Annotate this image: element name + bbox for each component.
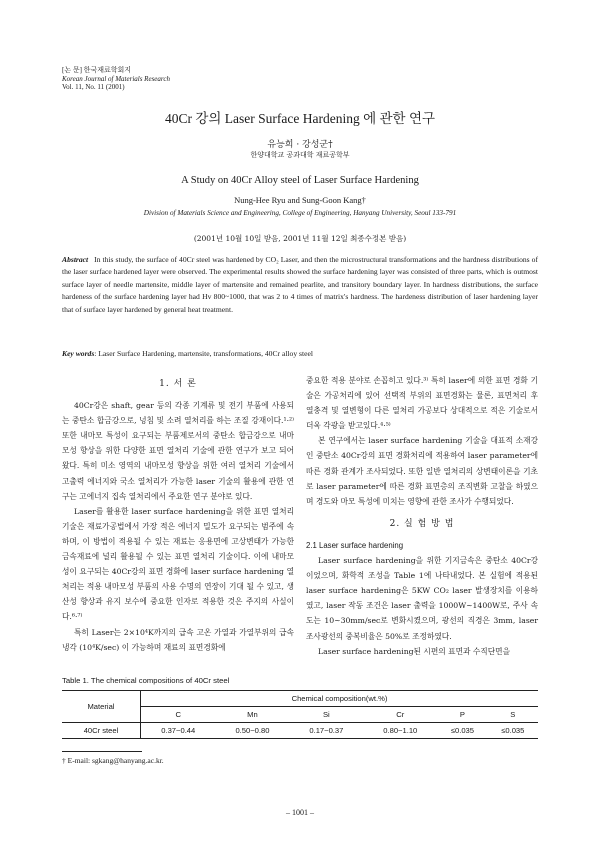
keywords — [62, 349, 538, 358]
value-cell: ≤0.035 — [488, 723, 538, 739]
journal-header — [62, 66, 170, 92]
composition-table — [62, 690, 538, 739]
value-cell: ≤0.035 — [437, 723, 487, 739]
journal-line-2: Korean Journal of Materials Research — [62, 74, 170, 83]
paragraph: Laser를 활용한 laser surface hardening을 위한 표면 열처리 기술은 재료가공법에서 가장 적은 에너지 밀도가 요구되는 범주에 속하며, 이 방법이 적용될 수 있는 재료는 응용면에 고상변태가 가능한 금속재료에 널리 활용될 수 있는 표면 열처리 기술이다. 이에 내마모성이 요구되는 40Cr강의 표면 경화에 laser surface hardening 열처리는 적용 내마모성 부품의 사용 수명의 연장이 기대 될 수 있고, 생산성 향상과 유지 보수에 중요한 인자로 적용한 것은 주지의 사실이다.⁶·⁷⁾ — [62, 506, 294, 622]
footnote-divider — [62, 751, 142, 752]
left-column — [62, 373, 294, 655]
authors-english: Nung-Hee Ryu and Sung-Goon Kang† — [234, 195, 366, 205]
table-row — [62, 723, 538, 739]
element-header: P — [459, 710, 465, 719]
page-number: – 1001 – — [286, 808, 314, 817]
keywords-text: : Laser Surface Hardening, martensite, transformations, 40Cr alloy steel — [94, 349, 313, 358]
title-korean: 40Cr 강의 Laser Surface Hardening 에 관한 연구 — [164, 111, 436, 126]
footnote: † E-mail: sgkang@hanyang.ac.kr. — [62, 756, 164, 765]
title-english: A Study on 40Cr Alloy steel of Laser Surface Hardening — [181, 175, 419, 186]
affiliation-english: Division of Materials Science and Engineering, College of Engineering, Hanyang University, Seoul 133-791 — [143, 209, 457, 217]
value-cell: 0.17~0.37 — [289, 723, 363, 739]
element-header: S — [510, 710, 516, 719]
composition-header: Chemical composition(wt.%) — [141, 691, 539, 707]
section-2-title: 2. 실 험 방 법 — [389, 518, 455, 529]
value-cell: 0.50~0.80 — [216, 723, 290, 739]
value-cell: 0.37~0.44 — [141, 723, 216, 739]
element-header: Mn — [247, 710, 258, 719]
abstract — [62, 254, 538, 316]
journal-line-3: Vol. 11, No. 11 (2001) — [62, 83, 125, 91]
paragraph: 40Cr강은 shaft, gear 등의 각종 기계류 및 전기 부품에 사용되는 중탄소 합금강으로, 넝침 및 소려 열처리를 하는 조질 강재이다.¹·²⁾ 또한 내마모 특성이 요구되는 부품제로서의 중탄소 합금강으로 내마모성 향상을 위한 다양한 표면 열처리 기술에 관한 연구가 보고 되어 왔다. 특히 미소 영역의 내마모성 향상을 위한 여러 열처리 기술에서 고출력 에너지와 국소 열처리가 가능한 laser 기술의 활용에 관한 연구는 고에너지 집속 열처리에서 주요한 연구 분야로 있다. — [62, 401, 294, 501]
section-1-title: 1. 서 론 — [159, 379, 197, 389]
element-header: Cr — [396, 710, 405, 719]
table-caption: Table 1. The chemical compositions of 40Cr steel — [62, 676, 230, 685]
material-cell: 40Cr steel — [62, 723, 141, 739]
paragraph: Laser surface hardening을 위한 기지금속은 중탄소 40Cr강이었으며, 화학적 조성을 Table 1에 나타내었다. 본 실험에 적용된 laser surface hardening은 5KW CO₂ laser 발생장치를 이용하였고, laser 작동 조건은 laser 출력을 1000W~1400W로, 주사 속도는 10~30mm/sec로 변화시켰으며, 광선의 직경은 3mm, laser 조사광선의 중복비율은 50%로 조정하였다. — [306, 556, 538, 641]
paragraph: 중요한 적용 분야로 손꼽히고 있다.³⁾ 특히 laser에 의한 표면 경화 기술은 가공처리에 있어 선택적 부위의 표면경화는 물론, 표면처리 후 열충격 및 열변형이 다른 열처리 가공보다 상대적으로 적은 기술로서 더욱 각광을 받고있다.⁴·⁵⁾ — [306, 376, 538, 431]
paragraph: Laser surface hardening된 시편의 표면과 수직단면을 — [318, 646, 511, 656]
paragraph: 본 연구에서는 laser surface hardening 기술을 대표적 소재강인 중탄소 40Cr강의 표면 경화처리에 적용하여 laser parameter에 따른 경화 관계가 조사되었다. 또한 일반 열처리의 상변태이론을 기초로 laser parameter에 따른 경화 표면층의 조직변화 고찰을 하였으며 경도와 마모 특성에 미치는 영향에 관한 조사가 수행되었다. — [306, 436, 538, 506]
element-header: Si — [322, 710, 330, 719]
authors-korean: 유능희 · 강성군† — [267, 140, 333, 150]
material-header: Material — [62, 691, 141, 723]
right-column — [306, 373, 538, 659]
affiliation-korean: 한양대학교 공과대학 재료공학부 — [250, 151, 350, 159]
journal-line-1: [논 문] 한국재료학회지 — [62, 66, 132, 74]
paragraph: 특히 Laser는 2×10⁴K까지의 급속 고온 가열과 가열부위의 급속 냉각 (10⁴K/sec) 이 가능하며 재료의 표면경화에 — [62, 627, 294, 652]
section-2-1-title: 2.1 Laser surface hardening — [306, 540, 404, 550]
keywords-label: Key words — [62, 349, 95, 358]
abstract-label: Abstract — [62, 255, 89, 264]
abstract-text: In this study, the surface of 40Cr steel was hardened by CO₂ Laser, and then the microstructural transformations and the hardness distributions of the laser surface hardened layer were observed. The experimental results showed the surface hardening layer was consisted of three parts, which is outmost surface layer of needle martensite, middle layer of martensite and remained pearlite, and transitory boundary layer. In hardness distributions, the surface hardeness of the surface hardening layer had Hv 800~1000, that was 2 to 4 times of matrix's hardness. The hardeness distribution of laser hardening layer that of surface layer hardened by general heat treatment. — [62, 255, 538, 314]
element-header: C — [175, 710, 181, 719]
value-cell: 0.80~1.10 — [363, 723, 437, 739]
received-dates: (2001년 10월 10일 받음, 2001년 11월 12일 최종수정본 받음) — [193, 234, 407, 243]
